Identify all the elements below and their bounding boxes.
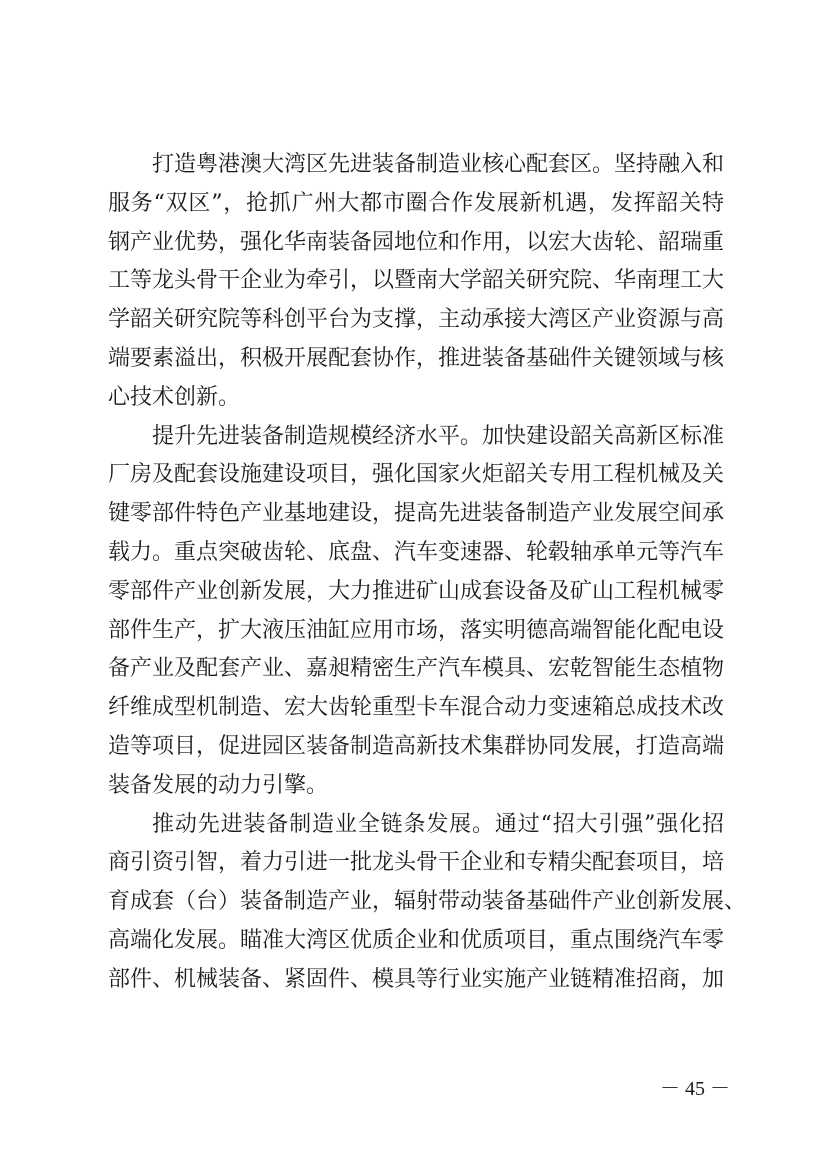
text-line: 打造粤港澳大湾区先进装备制造业核心配套区。坚持融入和: [152, 152, 725, 177]
text-line: 键零部件特色产业基地建设，提高先进装备制造产业发展空间承: [108, 501, 725, 527]
paragraph-1: [108, 146, 724, 418]
text-line: 高端化发展。瞄准大湾区优质企业和优质项目，重点围绕汽车零: [108, 927, 725, 953]
text-line: 钢产业优势，强化华南装备园地位和作用，以宏大齿轮、韶瑞重: [108, 229, 725, 255]
text-line: 端要素溢出，积极开展配套协作，推进装备基础件关键领域与核: [108, 345, 725, 371]
text-line: 部件生产，扩大液压油缸应用市场，落实明德高端智能化配电设: [108, 617, 725, 643]
text-line: 工等龙头骨干企业为牵引，以暨南大学韶关研究院、华南理工大: [108, 268, 725, 294]
body-text: [108, 146, 747, 1000]
text-line: 纤维成型机制造、宏大齿轮重型卡车混合动力变速箱总成技术改: [108, 695, 725, 721]
text-line: 提升先进装备制造规模经济水平。加快建设韶关高新区标准: [152, 423, 725, 449]
page-number: － 45 －: [660, 1078, 730, 1100]
text-line: 备产业及配套产业、嘉昶精密生产汽车模具、宏乾智能生态植物: [108, 656, 725, 682]
text-line: 零部件产业创新发展，大力推进矿山成套设备及矿山工程机械零: [108, 578, 725, 604]
text-line: 育成套（台）装备制造产业，辐射带动装备基础件产业创新发展、: [108, 889, 747, 915]
text-line: 载力。重点突破齿轮、底盘、汽车变速器、轮毂轴承单元等汽车: [108, 539, 725, 565]
paragraph-2: [108, 418, 724, 806]
text-line: 学韶关研究院等科创平台为支撑，主动承接大湾区产业资源与高: [108, 307, 725, 333]
text-line: 商引资引智，着力引进一批龙头骨干企业和专精尖配套项目，培: [108, 850, 725, 876]
paragraph-3: [108, 806, 747, 1000]
text-line: 心技术创新。: [108, 384, 241, 410]
text-line: 部件、机械装备、紧固件、模具等行业实施产业链精准招商，加: [108, 966, 725, 992]
text-line: 服务“双区”，抢抓广州大都市圈合作发展新机遇，发挥韶关特: [108, 190, 724, 216]
text-line: 厂房及配套设施建设项目，强化国家火炬韶关专用工程机械及关: [108, 462, 725, 488]
text-line: 推动先进装备制造业全链条发展。通过“招大引强”强化招: [152, 811, 724, 837]
text-line: 装备发展的动力引擎。: [108, 772, 329, 798]
text-line: 造等项目，促进园区装备制造高新技术集群协同发展，打造高端: [108, 733, 725, 759]
